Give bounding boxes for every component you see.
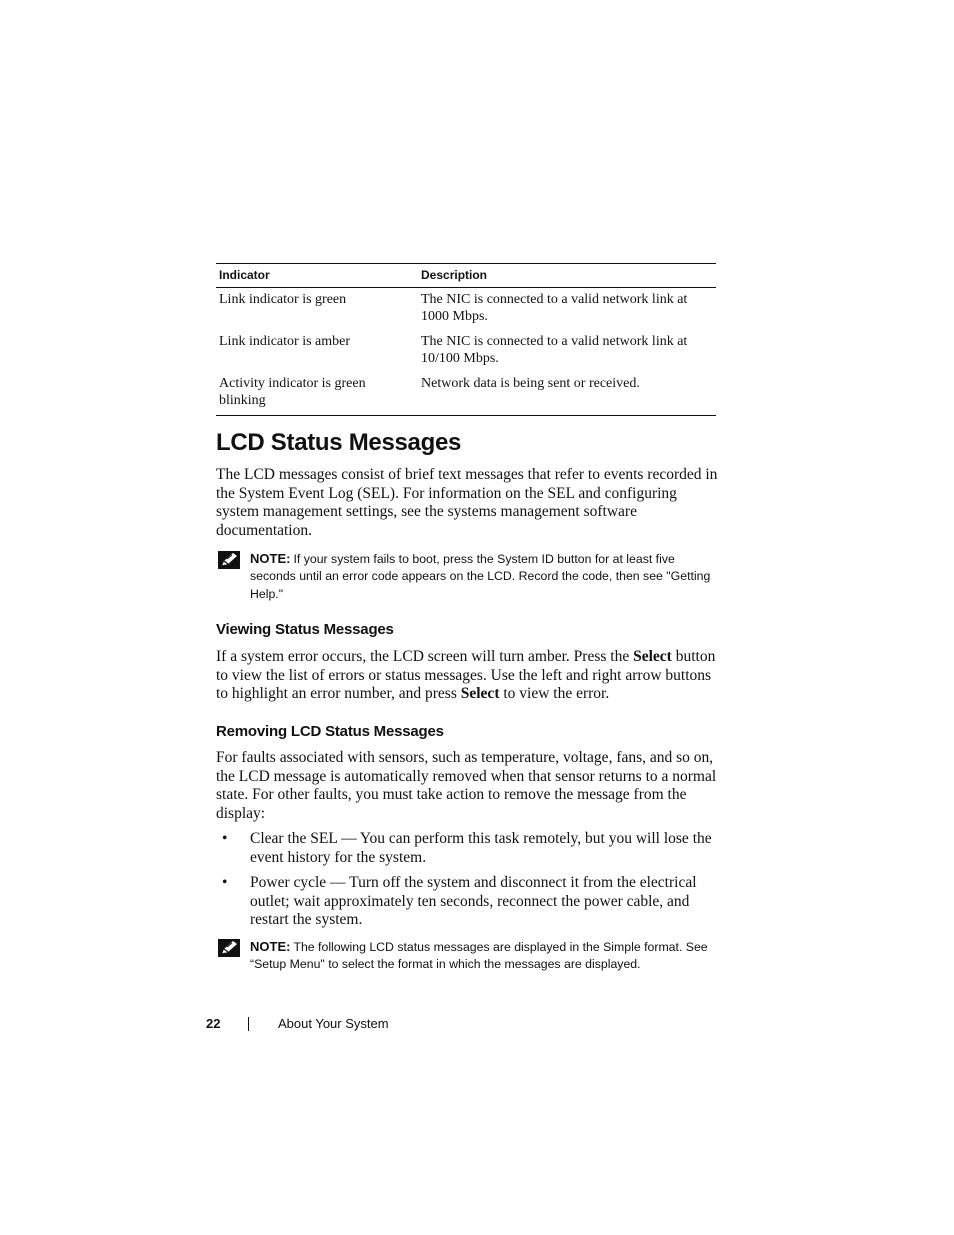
section-title: LCD Status Messages [216,429,462,456]
viewing-text-1: If a system error occurs, the LCD screen will turn amber. Press the [216,648,634,665]
column-header-indicator: Indicator [216,264,418,288]
list-item: Clear the SEL — You can perform this task remotely, but you will lose the event history for the system. [250,830,712,866]
table-row [216,288,716,331]
table-row [216,330,716,372]
indicator-table [216,263,716,416]
list-item: Power cycle — Turn off the system and disconnect it from the electrical outlet; wait approximately ten seconds, reconnect the power cable, and restart the system. [250,874,697,929]
bullet-mark: • [222,874,228,891]
viewing-text-3: to view the error. [499,685,610,703]
indicator-cell: Activity indicator is green blinking [216,372,418,416]
viewing-paragraph [216,648,721,704]
select-keyword: Select [460,685,500,703]
note-body: The following LCD status messages are displayed in the Simple format. See “Setup Menu" to select the format in which the messages are displayed. [250,940,708,972]
section-intro: The LCD messages consist of brief text messages that refer to events recorded in the System Event Log (SEL). For information on the SEL and configuring system management settings, see the systems management software documentation. [216,466,718,540]
select-keyword: Select [633,648,672,665]
note-body: If your system fails to boot, press the System ID button for at least five seconds until an error code appears on the LCD. Record the code, then see "Getting Help." [250,552,711,601]
bullet-mark: • [222,830,228,847]
indicator-cell: Link indicator is amber [219,334,351,349]
subsection-title-removing: Removing LCD Status Messages [216,723,444,740]
indicator-cell: Link indicator is green [219,292,347,307]
footer-divider [248,1017,249,1031]
note-text [250,938,722,974]
note-label: NOTE: [250,551,291,566]
description-cell: The NIC is connected to a valid network link at 10/100 Mbps. [421,334,688,366]
viewing-text-2: button to view the list of errors or status messages. Use the left and right arrow buttons to highlight an error number, and press [216,648,716,703]
column-header-description: Description [418,264,716,288]
removing-intro: For faults associated with sensors, such as temperature, voltage, fans, and so on, the LCD message is automatically removed when that sensor returns to a normal state. For other faults, you must take action to remove the message from the display: [216,749,717,823]
note-text [250,550,722,603]
table-row [216,372,716,416]
description-cell: The NIC is connected to a valid network link at 1000 Mbps. [421,292,688,324]
note-pencil-icon [218,551,240,569]
note-label: NOTE: [250,939,291,954]
table-header-row [216,264,716,288]
footer-section-title: About Your System [278,1016,389,1031]
description-cell: Network data is being sent or received. [418,372,716,416]
note-pencil-icon [218,939,240,957]
subsection-title-viewing: Viewing Status Messages [216,621,394,638]
page-number: 22 [206,1016,221,1031]
